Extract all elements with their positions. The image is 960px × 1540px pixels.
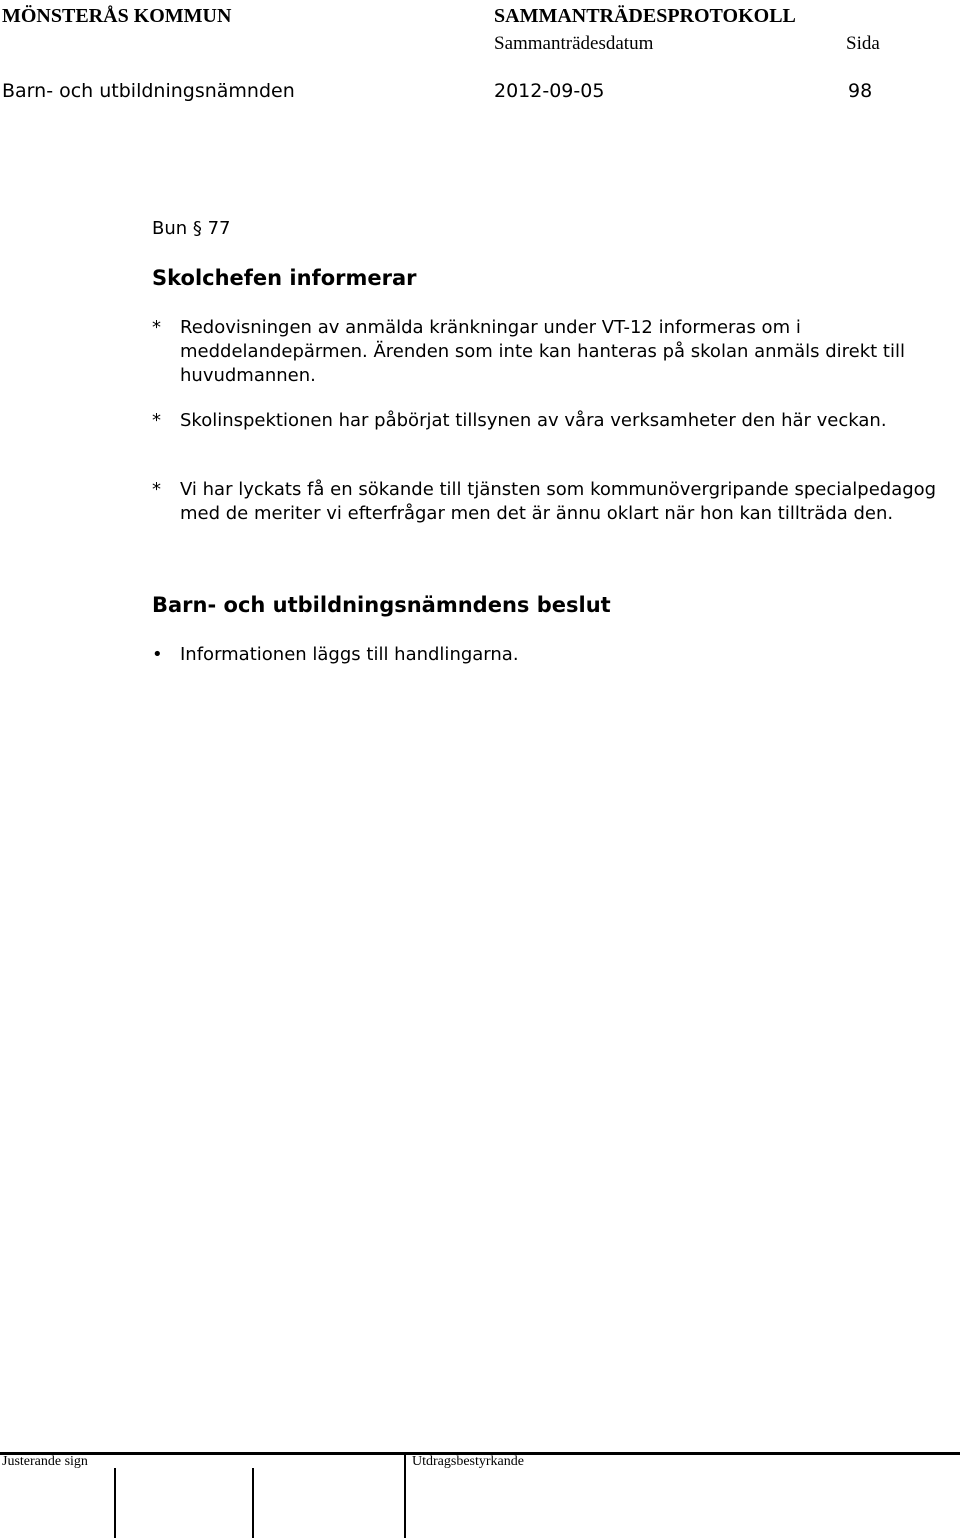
section-title: Skolchefen informerar bbox=[152, 266, 417, 290]
meeting-date: 2012-09-05 bbox=[494, 80, 605, 102]
bullet-marker: • bbox=[152, 644, 163, 665]
committee-name: Barn- och utbildningsnämnden bbox=[2, 80, 295, 102]
org-name: MÖNSTERÅS KOMMUN bbox=[2, 5, 232, 27]
list-item bbox=[152, 409, 942, 433]
item-text: Vi har lyckats få en sökande till tjänsten som kommunövergripande specialpedagog med de meriter vi efterfrågar men det är ännu oklart när hon kan tillträda den. bbox=[180, 479, 937, 524]
signature-box-divider bbox=[114, 1468, 116, 1538]
decision-item bbox=[152, 643, 942, 667]
date-label: Sammanträdesdatum bbox=[494, 33, 654, 54]
utdrag-label: Utdragsbestyrkande bbox=[412, 1454, 524, 1469]
page-label: Sida bbox=[846, 33, 880, 54]
page-number: 98 bbox=[848, 80, 873, 102]
list-item bbox=[152, 316, 942, 388]
signature-box-divider bbox=[252, 1468, 254, 1538]
item-text: Skolinspektionen har påbörjat tillsynen av våra verksamheter den här veckan. bbox=[180, 410, 887, 431]
section-number: Bun § 77 bbox=[152, 218, 231, 239]
justerande-label: Justerande sign bbox=[2, 1454, 88, 1469]
doc-type: SAMMANTRÄDESPROTOKOLL bbox=[494, 5, 796, 27]
item-text: Informationen läggs till handlingarna. bbox=[180, 644, 519, 665]
asterisk-marker: * bbox=[152, 410, 161, 431]
list-item bbox=[152, 478, 942, 526]
asterisk-marker: * bbox=[152, 317, 161, 338]
item-text: Redovisningen av anmälda kränkningar under VT-12 informeras om i meddelandepärmen. Ärenden som inte kan hanteras på skolan anmäls direkt till huvudmannen. bbox=[180, 317, 905, 386]
decision-title: Barn- och utbildningsnämndens beslut bbox=[152, 593, 611, 617]
asterisk-marker: * bbox=[152, 479, 161, 500]
signature-box-divider bbox=[404, 1454, 406, 1538]
